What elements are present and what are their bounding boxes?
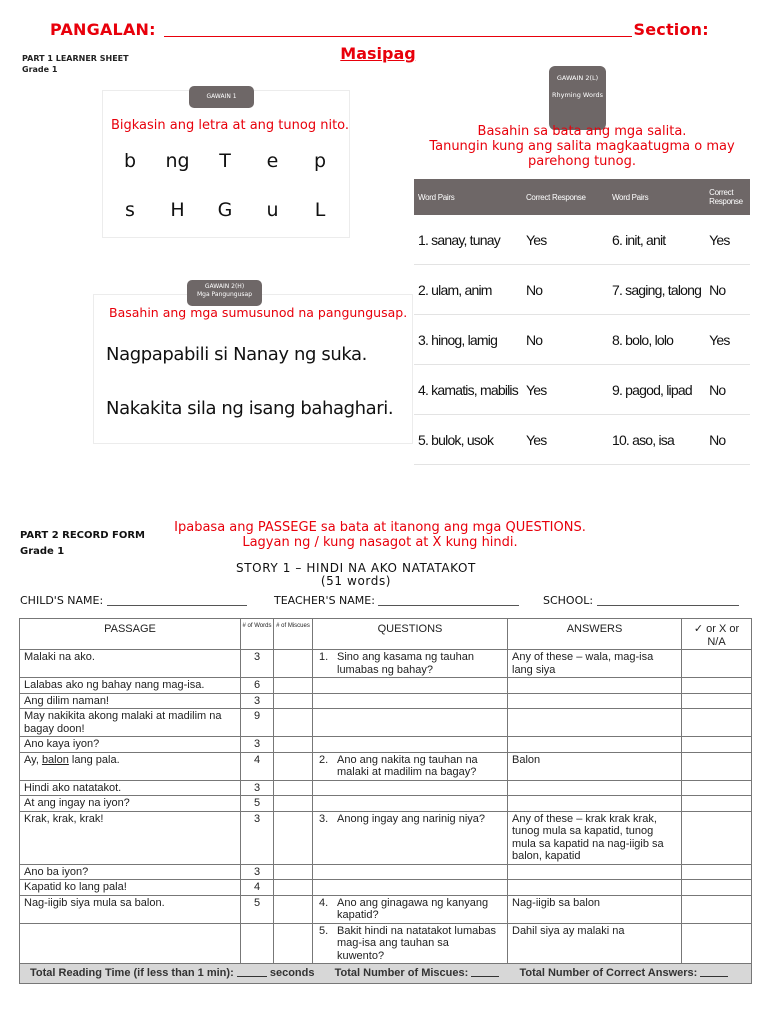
school-field[interactable] [543,594,739,607]
word-count-cell [241,923,274,964]
question-text: Ano ang nakita ng tauhan na malaki at madilim na bagay? [337,753,478,778]
total-correct-label: Total Number of Correct Answers: [519,967,698,979]
passage-cell: At ang ingay na iyon? [20,796,241,812]
story-title: STORY 1 – HINDI NA AKO NATATAKOT [236,561,476,575]
word-pair: 3. hinog, lamig [414,315,522,365]
gawain1-instruction: Bigkasin ang letra at ang tunog nito. [110,118,350,133]
answer-cell: Balon [508,752,682,780]
passage-cell: Nag-iigib siya mula sa balon. [20,895,241,923]
word-count-cell: 4 [241,752,274,780]
letter: T [219,150,231,172]
mark-cell[interactable] [682,880,752,896]
table-row [20,796,752,812]
question-text: Sino ang kasama ng tauhan lumabas ng bahay? [337,651,474,676]
seconds-label: seconds [269,967,315,979]
school-blank[interactable] [597,595,739,606]
record-form-table [19,618,752,984]
letter: e [266,150,279,172]
gawain2l-badge [549,66,606,130]
rhyme-header-row [414,179,750,215]
answer-cell [508,737,682,753]
word-count-cell: 5 [241,895,274,923]
header-questions: QUESTIONS [313,619,508,650]
miscue-cell[interactable] [274,864,313,880]
passage-cell: Ang dilim naman! [20,693,241,709]
answer-cell: Dahil siya ay malaki na [508,923,682,964]
table-row [20,811,752,864]
part2-instruction [120,520,640,550]
question-cell [313,880,508,896]
word-pair: 6. init, anit [608,215,705,265]
word-pair: 7. saging, talong [608,265,705,315]
passage-cell: Kapatid ko lang pala! [20,880,241,896]
letter: ng [165,150,190,172]
response: Yes [705,215,750,265]
table-row [20,895,752,923]
rhyme-header: Correct Response [522,179,608,215]
teacher-name-blank[interactable] [378,595,519,606]
response: No [705,415,750,465]
miscue-cell[interactable] [274,923,313,964]
miscue-cell[interactable] [274,895,313,923]
response: No [522,315,608,365]
record-header-row [20,619,752,650]
miscue-cell[interactable] [274,709,313,737]
header-answers: ANSWERS [508,619,682,650]
answer-cell [508,709,682,737]
question-text: Bakit hindi na natatakot lumabas mag-isa ang tauhan sa kuwento? [337,924,496,962]
response: Yes [705,315,750,365]
question-cell [313,650,508,678]
letter: H [170,199,185,221]
child-name-label: CHILD'S NAME: [20,594,104,607]
question-cell [313,923,508,964]
table-row [20,864,752,880]
rhyme-row [414,315,750,365]
question-cell [313,693,508,709]
miscue-cell[interactable] [274,693,313,709]
total-miscues-blank[interactable] [471,976,499,977]
answer-cell [508,693,682,709]
word-count-cell: 9 [241,709,274,737]
word-count-cell: 3 [241,693,274,709]
section-value: Masipag [340,44,416,63]
question-cell [313,895,508,923]
response: No [522,265,608,315]
passage-cell: May nakikita akong malaki at madilim na bagay doon! [20,709,241,737]
rhyme-row [414,265,750,315]
gawain2l-instruction [414,124,750,169]
miscue-cell[interactable] [274,650,313,678]
child-name-blank[interactable] [107,595,247,606]
header-miscues: # of Miscues [274,619,313,650]
teacher-name-label: TEACHER'S NAME: [274,594,375,607]
word-count-cell: 3 [241,864,274,880]
question-number: 4. [319,896,329,909]
word-count-cell: 3 [241,811,274,864]
word-pair: 10. aso, isa [608,415,705,465]
passage-cell: Ano kaya iyon? [20,737,241,753]
passage-cell: Krak, krak, krak! [20,811,241,864]
mark-cell[interactable] [682,811,752,864]
name-label: PANGALAN: [50,20,156,39]
question-cell [313,737,508,753]
answer-cell: Any of these – wala, mag-isa lang siya [508,650,682,678]
part2-grade: Grade 1 [20,546,65,557]
gawain2h-badge-title: GAWAIN 2(H) [204,283,245,290]
word-count-cell: 3 [241,737,274,753]
question-text: Anong ingay ang narinig niya? [337,812,486,825]
question-number: 2. [319,753,329,766]
table-row [20,709,752,737]
school-label: SCHOOL: [543,594,594,607]
header-words: # of Words [241,619,274,650]
letter: L [314,199,326,221]
mark-cell[interactable] [682,780,752,796]
answer-cell [508,678,682,694]
word-count-cell: 4 [241,880,274,896]
miscue-cell[interactable] [274,752,313,780]
totals-cell [20,964,752,984]
table-row [20,923,752,964]
mark-cell[interactable] [682,752,752,780]
section-label: Section: [633,20,709,39]
total-miscues-label: Total Number of Miscues: [334,967,469,979]
response: No [705,265,750,315]
table-row [20,693,752,709]
miscue-cell[interactable] [274,780,313,796]
mark-cell[interactable] [682,693,752,709]
response: Yes [522,365,608,415]
part2-instruction-line: Lagyan ng / kung nasagot at X kung hindi. [242,535,518,550]
underlined-word: balon [41,753,69,766]
header-check: ✓ or X or N/A [682,619,752,650]
answer-cell: Nag-iigib sa balon [508,895,682,923]
question-cell [313,796,508,812]
answer-cell [508,864,682,880]
total-time-blank[interactable] [237,976,267,977]
word-pair: 1. sanay, tunay [414,215,522,265]
letter: s [125,199,135,221]
child-name-field[interactable] [20,594,247,607]
question-text: Ano ang ginagawa ng kanyang kapatid? [337,896,489,921]
word-count-cell: 3 [241,650,274,678]
table-row [20,678,752,694]
sentence-1: Nagpapabili si Nanay ng suka. [106,344,367,365]
passage-cell: Malaki na ako. [20,650,241,678]
passage-cell: Hindi ako natatakot. [20,780,241,796]
word-pair: 2. ulam, anim [414,265,522,315]
rhyme-row [414,415,750,465]
gawain2h-instruction: Basahin ang mga sumusunod na pangungusap. [109,305,408,320]
response: Yes [522,215,608,265]
table-row [20,650,752,678]
word-count-cell: 5 [241,796,274,812]
question-cell [313,678,508,694]
letter: b [123,150,137,172]
gawain2l-badge-sub: Rhyming Words [551,91,604,99]
word-pair: 8. bolo, lolo [608,315,705,365]
question-cell [313,752,508,780]
mark-cell[interactable] [682,709,752,737]
rhyme-row [414,365,750,415]
rhyme-row [414,215,750,265]
passage-cell: Ano ba iyon? [20,864,241,880]
question-number: 1. [319,651,329,663]
question-cell [313,811,508,864]
teacher-name-field[interactable] [274,594,519,607]
rhyme-header: Correct Response [705,179,750,215]
table-row [20,780,752,796]
passage-cell [20,923,241,964]
part2-title: PART 2 RECORD FORM [20,530,145,541]
question-cell [313,709,508,737]
name-blank[interactable] [164,22,632,37]
miscue-cell[interactable] [274,880,313,896]
passage-cell: Lalabas ako ng bahay nang mag-isa. [20,678,241,694]
gawain2l-instruction-line: parehong tunog. [527,154,636,169]
miscue-cell[interactable] [274,796,313,812]
response: No [705,365,750,415]
gawain2h-badge [187,280,262,306]
part2-instruction-line: Ipabasa ang PASSEGE sa bata at itanong ang mga QUESTIONS. [174,520,586,535]
letters-row-1 [110,150,340,172]
word-pair: 9. pagod, lipad [608,365,705,415]
part1-grade: Grade 1 [22,65,58,74]
gawain2l-instruction-line: Tanungin kung ang salita magkaatugma o may [429,139,735,154]
passage-cell [20,752,241,780]
miscue-cell[interactable] [274,678,313,694]
gawain2h-badge-sub: Mga Pangungusap [196,291,253,298]
gawain2l-badge-title: GAWAIN 2(L) [556,74,599,82]
mark-cell[interactable] [682,895,752,923]
question-number: 5. [319,924,329,937]
letter: p [313,150,327,172]
rhyme-header: Word Pairs [608,179,705,215]
answer-cell [508,880,682,896]
answer-cell: Any of these – krak krak krak, tunog mula sa kapatid, tunog mula sa kapatid na nag-iigib sa balon, kapatid [508,811,682,864]
miscue-cell[interactable] [274,811,313,864]
passage-text: Ay, [24,753,42,766]
answer-cell [508,780,682,796]
mark-cell[interactable] [682,864,752,880]
word-pair: 5. bulok, usok [414,415,522,465]
mark-cell[interactable] [682,737,752,753]
table-row [20,752,752,780]
question-number: 3. [319,812,329,825]
passage-text: lang pala. [68,753,120,766]
letter: G [217,199,233,221]
word-count-cell: 6 [241,678,274,694]
part1-title: PART 1 LEARNER SHEET [22,54,129,63]
response: Yes [522,415,608,465]
answer-cell [508,796,682,812]
miscue-cell[interactable] [274,737,313,753]
word-pair: 4. kamatis, mabilis [414,365,522,415]
gawain1-badge: GAWAIN 1 [189,86,254,108]
table-row [20,737,752,753]
table-row [20,880,752,896]
letters-row-2 [110,199,340,221]
gawain2l-instruction-line: Basahin sa bata ang mga salita. [477,124,687,139]
total-correct-blank[interactable] [700,976,728,977]
mark-cell[interactable] [682,923,752,964]
rhyme-header: Word Pairs [414,179,522,215]
question-cell [313,780,508,796]
story-word-count: (51 words) [320,574,392,588]
mark-cell[interactable] [682,650,752,678]
total-time-label: Total Reading Time (if less than 1 min): [30,967,234,979]
header-passage: PASSAGE [20,619,241,650]
letter: u [266,199,279,221]
question-cell [313,864,508,880]
rhyming-words-table [414,179,750,465]
mark-cell[interactable] [682,678,752,694]
name-section-line [50,20,709,39]
mark-cell[interactable] [682,796,752,812]
sentence-2: Nakakita sila ng isang bahaghari. [106,398,394,419]
word-count-cell: 3 [241,780,274,796]
totals-row [20,964,752,984]
